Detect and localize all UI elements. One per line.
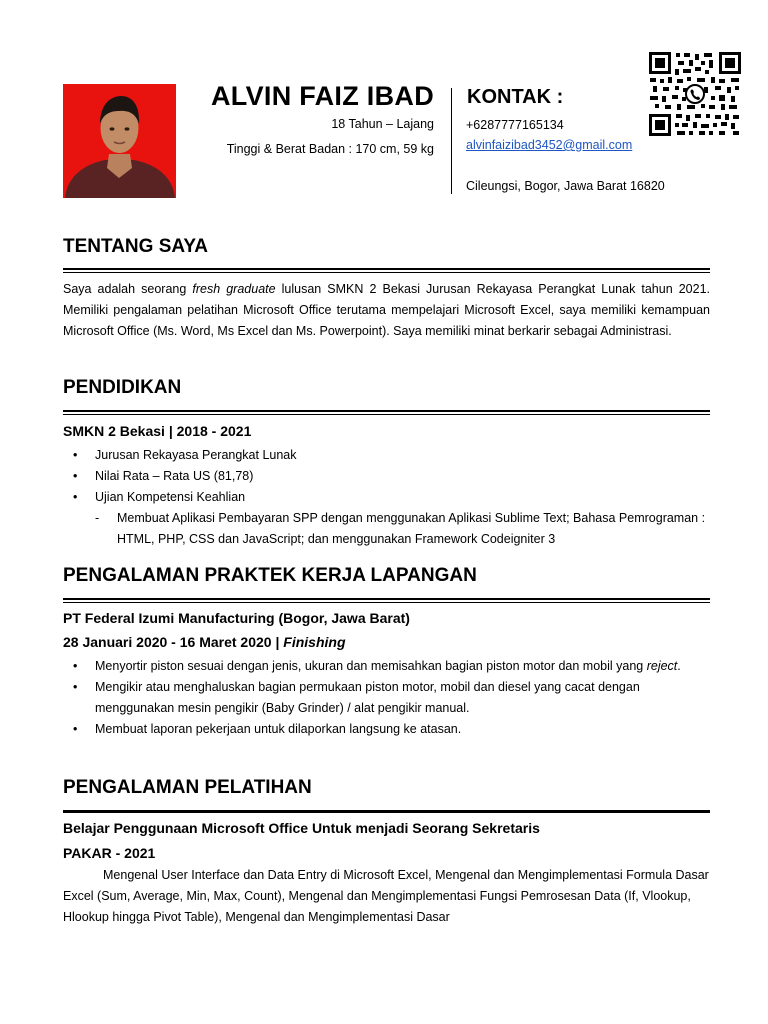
list-item-text: Ujian Kompetensi Keahlian [95,490,246,504]
education-school: SMKN 2 Bekasi | 2018 - 2021 [63,423,252,439]
candidate-name: ALVIN FAIZ IBAD [211,81,434,111]
contact-address: Cileungsi, Bogor, Jawa Barat 16820 [466,179,665,193]
list-item [63,719,710,740]
list-item-text: Jurusan Rekayasa Perangkat Lunak [95,448,297,462]
list-item-text: Menyortir piston sesuai dengan jenis, ukuran dan memisahkan bagian piston motor dan mobil yang [95,659,647,673]
section-title-education: PENDIDIKAN [63,377,182,398]
training-course: Belajar Penggunaan Microsoft Office Untuk menjadi Seorang Sekretaris [63,820,540,836]
about-paragraph [63,279,710,342]
section-title-about: TENTANG SAYA [63,236,208,257]
header-divider [451,88,452,194]
bullet-icon: • [73,448,78,462]
bullet-icon: • [73,659,78,673]
qr-code-icon [649,52,741,136]
list-item [63,466,710,487]
about-text-rest: lulusan SMKN 2 Bekasi Jurusan Rekayasa Perangkat Lunak tahun 2021. Memiliki pengalaman pelatihan Microsoft Office terutama mempelajari Microsoft Excel, saya memiliki kemampuan Microsoft Office (Ms. Word, Ms Excel dan Ms. Powerpoint). Saya memiliki minat berkarir sebagai Administrasi. [63,282,710,338]
dash-icon: - [95,511,100,525]
internship-period [63,634,346,650]
list-subitem [63,508,710,550]
training-organizer: PAKAR - 2021 [63,845,156,861]
age-status: 18 Tahun – Lajang [331,117,434,131]
about-text-italic: fresh graduate [192,282,276,296]
section-rule-internship [63,598,710,603]
height-weight: Tinggi & Berat Badan : 170 cm, 59 kg [226,142,434,156]
internship-role: Finishing [283,634,346,650]
list-item-italic: reject [646,659,678,673]
internship-company: PT Federal Izumi Manufacturing (Bogor, Jawa Barat) [63,610,410,626]
list-item [63,445,710,466]
bullet-icon: • [73,469,78,483]
bullet-icon: • [73,490,78,504]
section-rule-training [63,810,710,814]
section-rule-about [63,268,710,273]
internship-list [63,656,710,740]
list-item-text-end: . [677,659,681,673]
list-item [63,677,710,719]
bullet-icon: • [73,722,78,736]
list-item [63,656,710,677]
list-item [63,487,710,508]
list-subitem-text: Membuat Aplikasi Pembayaran SPP dengan menggunakan Aplikasi Sublime Text; Bahasa Pemrograman : HTML, PHP, CSS dan JavaScript; dan menggunakan Framework Codeigniter 3 [117,511,706,546]
bullet-icon: • [73,680,78,694]
person-portrait-icon [63,84,176,198]
list-item-text: Membuat laporan pekerjaan untuk dilaporkan langsung ke atasan. [95,722,462,736]
contact-phone: +6287777165134 [466,118,564,132]
profile-photo [63,84,176,198]
section-title-internship: PENGALAMAN PRAKTEK KERJA LAPANGAN [63,565,477,586]
internship-dates: 28 Januari 2020 - 16 Maret 2020 | [63,634,284,650]
contact-title: KONTAK : [467,86,564,108]
education-list [63,445,710,550]
list-item-text: Mengikir atau menghaluskan bagian permukaan piston motor, mobil dan diesel yang cacat dengan menggunakan mesin pengikir (Baby Grinder) / alat pengikir manual. [95,680,640,715]
contact-email-link[interactable]: alvinfaizibad3452@gmail.com [466,138,633,152]
training-description: Mengenal User Interface dan Data Entry di Microsoft Excel, Mengenal dan Mengimplementasi Formula Dasar Excel (Sum, Average, Min, Max, Count), Mengenal dan Mengimplementasi Fungsi Pemrosesan Data (If, Vlookup, Hlookup hingga Pivot Table), Mengenal dan Mengimplementasi Dasar [63,868,709,924]
list-item-text: Nilai Rata – Rata US (81,78) [95,469,254,483]
about-text-start: Saya adalah seorang [63,282,193,296]
section-title-training: PENGALAMAN PELATIHAN [63,777,312,798]
section-rule-education [63,410,710,415]
